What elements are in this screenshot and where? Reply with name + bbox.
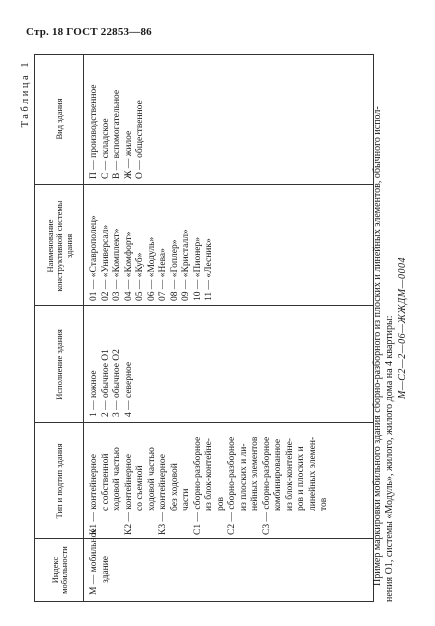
type-line: К1 — контейнерное: [89, 454, 99, 535]
type-line: из плоских и ли-: [238, 443, 249, 511]
type-line: из блок-контейне-: [204, 438, 214, 511]
system-line: 03 — «Комплект»: [112, 228, 122, 301]
column-header-type: Тип и подтип здания: [54, 443, 65, 519]
execution-line: 2 — обычное О1: [100, 349, 111, 417]
type-line: ходовой частью: [146, 447, 157, 511]
system-line: 02 — «Универсал»: [100, 224, 111, 301]
column-header-mobility: Индекс мобильности: [49, 546, 69, 594]
header-divider: [83, 55, 84, 601]
system-line: 07 — «Нева»: [158, 248, 168, 301]
type-line: линейных элемен-: [307, 436, 318, 511]
column-header-execution: Исполнение здания: [54, 329, 65, 400]
type-line: К2 — контейнерное: [123, 454, 134, 535]
type-line: без ходовой: [169, 463, 180, 511]
classification-table: [34, 54, 374, 602]
column-header-kind: Вид здания: [54, 98, 65, 140]
rotated-page-content: [20, 54, 408, 602]
mobility-line: М — мобильное: [89, 528, 99, 595]
system-line: 08 — «Гоплер»: [169, 239, 180, 301]
mobility-line: здание: [100, 555, 111, 583]
system-line: 11 — «Лесник»: [204, 238, 214, 301]
column-divider: [35, 538, 373, 539]
type-line: из блок-контейне-: [284, 438, 295, 511]
type-line: ров и плоских и: [296, 446, 306, 511]
type-line: ров: [215, 497, 226, 511]
marking-example: М—С2—2—06—ЖЖДМ—0004: [397, 257, 408, 399]
type-line: С3 — сборно-разборное: [261, 436, 272, 535]
system-line: 09 — «Кристалл»: [181, 229, 191, 301]
system-line: 04 — «Комфорт»: [123, 231, 134, 301]
system-line: 10 — «Пионер»: [192, 237, 203, 301]
type-cell: [89, 437, 331, 535]
kind-line: Ж — жилое: [123, 130, 134, 179]
system-line: 01 — «Ставрополец»: [89, 215, 99, 301]
execution-line: 4 — северное: [123, 361, 134, 417]
marking-example-note: [372, 54, 409, 602]
column-divider: [35, 184, 373, 185]
note-line: нения О1, системы «Модуль», жилого, жилого дома на 4 квартиры:: [384, 315, 395, 602]
table-caption: Таблица 1: [20, 60, 31, 128]
kind-cell: [89, 84, 147, 179]
system-line: 05 — «Куб»: [135, 252, 145, 301]
type-line: К3 — контейнерное: [158, 454, 168, 535]
type-line: части: [181, 488, 191, 511]
kind-line: С — складское: [100, 118, 111, 179]
execution-line: 1 — южное: [89, 370, 99, 417]
execution-cell: [89, 349, 135, 417]
type-line: тов: [319, 497, 329, 511]
column-header-system: Наименование конструктивной системы здания: [44, 200, 74, 292]
type-line: нейных элементов: [250, 436, 260, 511]
mobility-cell: [89, 528, 112, 595]
execution-line: 3 — обычное О2: [112, 349, 122, 417]
type-line: комбинированное: [273, 438, 283, 511]
kind-line: В — вспомогательное: [112, 89, 122, 179]
type-line: со съемной: [135, 465, 145, 511]
kind-line: О — общественное: [135, 100, 145, 179]
note-line: Пример маркировки мобильного здания сборно-разборного из плоских и линейных элементов, обычного испол-: [372, 106, 383, 586]
column-divider: [35, 305, 373, 306]
type-line: с собственной: [100, 453, 111, 511]
column-divider: [35, 422, 373, 423]
page-header: Стр. 18 ГОСТ 22853—86: [26, 26, 152, 38]
type-line: С2 — сборно-разборное: [227, 436, 237, 535]
kind-line: П — производственное: [89, 84, 99, 179]
system-cell: [89, 215, 216, 301]
type-line: С1 — сборно-разборное: [192, 436, 203, 535]
type-line: ходовой частью: [112, 447, 122, 511]
system-line: 06 — «Модуль»: [146, 236, 157, 301]
